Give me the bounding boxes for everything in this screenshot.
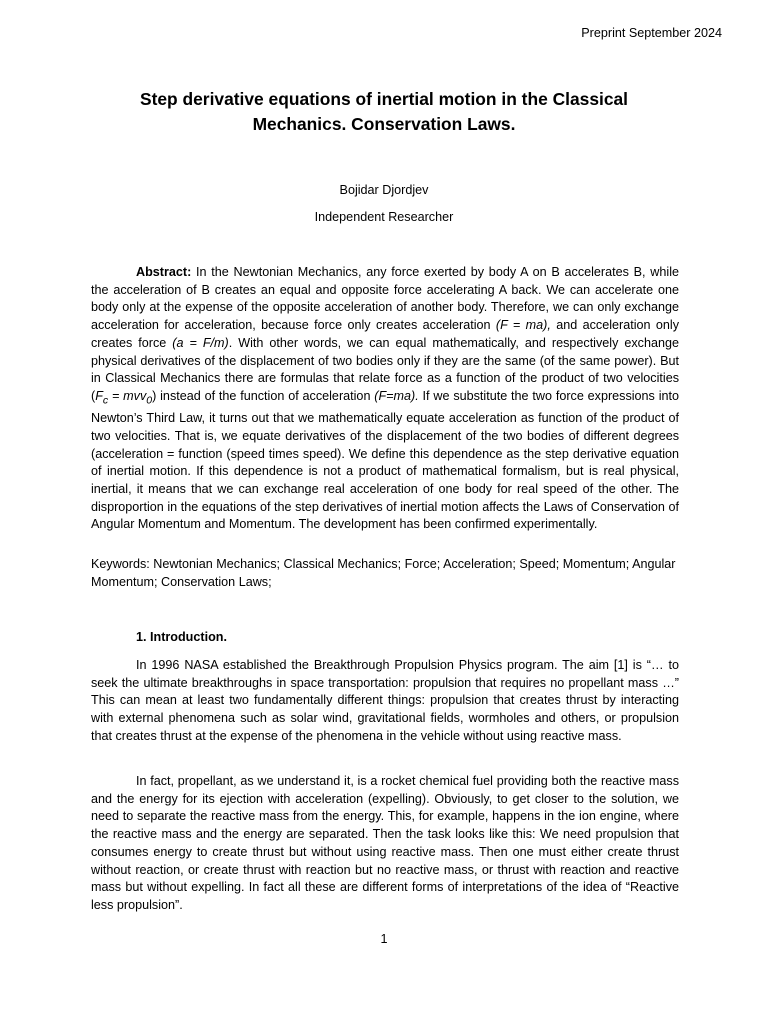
formula-f-ma-2: (F=ma). [374, 388, 419, 403]
formula-fc-v-sub: 0 [146, 394, 153, 407]
formula-a-f-m: (a = F/m) [172, 335, 229, 350]
formula-fc-f: F [95, 388, 103, 403]
formula-fc [95, 388, 153, 407]
paragraph-2 [91, 773, 679, 915]
abstract-text-3: . With other words, we can equal mathematically, and respectively exchange physical derivatives of the displacement of two bodies only if they are the same (of the same power). But in Classical Mechanics there are formulas that relate force as a function of the product of two velocities ( [91, 335, 679, 403]
section-heading: 1. Introduction. [136, 630, 227, 644]
abstract-text-5: If we substitute the two force expressions into Newton’s Third Law, it turns out that we mathematically equate acceleration as function of the product of two velocities. That is, we equate derivatives of the displacement of the two bodies of different degrees (acceleration = function (speed times speed). We define this dependence as the step derivative equation of inertial motion. If this dependence is not a product of mathematical formalism, but is real physical, inertial, it means that we can exchange real acceleration of one body for real speed of the other. The disproportion in the equations of the step derivatives of inertial motion affects the Laws of Conservation of Angular Momentum and Momentum. The development has been confirmed experimentally. [91, 388, 679, 532]
author-affiliation: Independent Researcher [314, 210, 454, 224]
abstract [91, 264, 679, 534]
title-line-2: Mechanics. Conservation Laws. [252, 114, 516, 134]
paragraph-1-text: In 1996 NASA established the Breakthrough Propulsion Physics program. The aim [1] is “… to seek the ultimate breakthroughs in space transportation: propulsion that requires no propellant mass …” This can mean at least two fundamentally different things: propulsion that creates thrust by interacting with external phenomena such as solar wind, gravitational fields, wormholes and others, or propulsion that creates thrust at the expense of the phenomena in the vehicle without using reactive mass. [91, 658, 679, 743]
paragraph-2-text: In fact, propellant, as we understand it, is a rocket chemical fuel providing both the reactive mass and the energy for its ejection with acceleration (expelling). Obviously, to get closer to the solution, we need to separate the reactive mass from the energy. This, for example, happens in the ion engine, where the reactive mass and the energy are separated. Then the task looks like this: We need propulsion that consumes energy to create thrust but without using reactive mass. Then one must either create thrust without reaction, or create thrust with reaction but no reactive mass, or thrust with reaction and reactive mass but without expelling. In fact all these are different forms of interpretations of the idea of “Reactive less propulsion”. [91, 774, 679, 912]
formula-fc-sub: c [102, 394, 109, 407]
formula-fc-mv: = mv [108, 388, 140, 403]
abstract-text-1: In the Newtonian Mechanics, any force exerted by body A on B accelerates B, while the acceleration of B creates an equal and opposite force accelerating A back. We can accelerate one body only at the expense of the opposite acceleration of another body. Therefore, we can only exchange acceleration for acceleration, because force only creates acceleration [91, 265, 679, 333]
formula-fc-v: v [139, 388, 147, 403]
keywords: Keywords: Newtonian Mechanics; Classical Mechanics; Force; Acceleration; Speed; Momentum; Angular Momentum; Conservation Laws; [91, 557, 676, 589]
paper-title [90, 87, 678, 137]
formula-f-ma: (F = ma), [495, 318, 551, 333]
paragraph-1 [91, 657, 679, 746]
page-number: 1 [380, 932, 388, 946]
preprint-label: Preprint September 2024 [581, 26, 722, 40]
abstract-label: Abstract: [136, 265, 192, 279]
title-line-1: Step derivative equations of inertial motion in the Classical [139, 89, 629, 109]
abstract-text-2: and acceleration only creates force [91, 318, 679, 350]
author-name: Bojidar Djordjev [339, 183, 429, 197]
abstract-text-4: ) instead of the function of acceleration [152, 388, 375, 403]
